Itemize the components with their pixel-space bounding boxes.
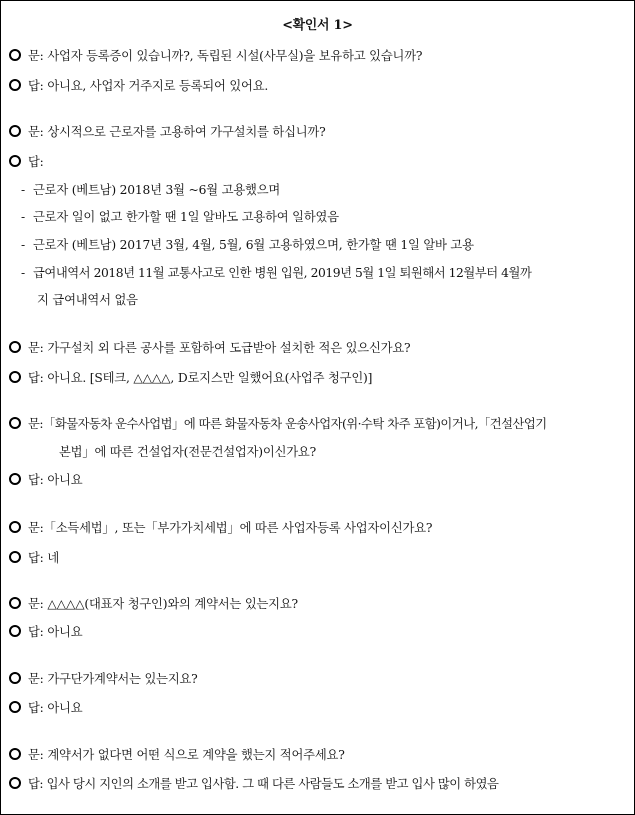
answer-2-text: 답: bbox=[28, 155, 44, 169]
answer-8-text: 답: 입사 당시 지인의 소개를 받고 입사함. 그 때 다른 사람들도 소개를 받고 입사 많이 하였음 bbox=[28, 777, 499, 791]
circle-bullet-icon bbox=[9, 748, 21, 760]
answer-5 bbox=[9, 551, 59, 565]
question-1 bbox=[9, 49, 422, 63]
question-5-text: 문:「소득세법」, 또는「부가가치세법」에 따른 사업자등록 사업자이신가요? bbox=[28, 521, 433, 535]
answer-3 bbox=[9, 371, 372, 385]
question-2 bbox=[9, 125, 326, 139]
circle-bullet-icon bbox=[9, 371, 21, 383]
answer-2-item-continuation: 지 급여내역서 없음 bbox=[37, 293, 138, 307]
question-4-continuation: 본법」에 따른 건설업자(전문건설업자)이신가요? bbox=[59, 445, 316, 459]
circle-bullet-icon bbox=[9, 597, 21, 609]
answer-7 bbox=[9, 701, 82, 715]
answer-7-text: 답: 아니요 bbox=[28, 701, 83, 715]
answer-1 bbox=[9, 79, 268, 93]
question-5 bbox=[9, 521, 432, 535]
answer-2-item: - 급여내역서 2018년 11월 교통사고로 인한 병원 입원, 2019년 5월 1일 퇴원해서 12월부터 4월까 bbox=[21, 266, 532, 280]
question-6 bbox=[9, 597, 298, 611]
question-2-text: 문: 상시적으로 근로자를 고용하여 가구설치를 하십니까? bbox=[28, 125, 326, 139]
question-8-text: 문: 계약서가 없다면 어떤 식으로 계약을 했는지 적어주세요? bbox=[28, 748, 345, 762]
circle-bullet-icon bbox=[9, 473, 21, 485]
answer-3-text: 답: 아니요. [S테크, △△△△, D로지스만 일했어요(사업주 청구인)] bbox=[28, 371, 373, 385]
question-7-text: 문: 가구단가계약서는 있는지요? bbox=[28, 672, 198, 686]
answer-2 bbox=[9, 155, 44, 169]
answer-8 bbox=[9, 777, 498, 791]
answer-4 bbox=[9, 473, 82, 487]
answer-2-item: - 근로자 일이 없고 한가할 땐 1일 알바도 고용하여 일하였음 bbox=[21, 210, 339, 224]
circle-bullet-icon bbox=[9, 625, 21, 637]
document-title: <확인서 1> bbox=[282, 18, 353, 33]
question-3-text: 문: 가구설치 외 다른 공사를 포함하여 도급받아 설치한 적은 있으신가요? bbox=[28, 341, 411, 355]
question-8 bbox=[9, 748, 345, 762]
circle-bullet-icon bbox=[9, 551, 21, 563]
answer-6 bbox=[9, 625, 82, 639]
circle-bullet-icon bbox=[9, 155, 21, 167]
question-1-text: 문: 사업자 등록증이 있습니까?, 독립된 시설(사무실)을 보유하고 있습니까? bbox=[28, 49, 423, 63]
circle-bullet-icon bbox=[9, 417, 21, 429]
circle-bullet-icon bbox=[9, 777, 21, 789]
answer-2-item: - 근로자 (베트남) 2018년 3월 ~6월 고용했으며 bbox=[21, 183, 281, 197]
question-6-text: 문: △△△△(대표자 청구인)와의 계약서는 있는지요? bbox=[28, 597, 298, 611]
circle-bullet-icon bbox=[9, 521, 21, 533]
circle-bullet-icon bbox=[9, 672, 21, 684]
question-4 bbox=[9, 417, 547, 431]
circle-bullet-icon bbox=[9, 79, 21, 91]
circle-bullet-icon bbox=[9, 49, 21, 61]
circle-bullet-icon bbox=[9, 125, 21, 137]
question-3 bbox=[9, 341, 410, 355]
question-7 bbox=[9, 672, 198, 686]
answer-6-text: 답: 아니요 bbox=[28, 625, 83, 639]
question-4-text: 문:「화물자동차 운수사업법」에 따른 화물자동차 운송사업자(위·수탁 차주 포함)이거나,「건설산업기 bbox=[28, 417, 547, 431]
answer-2-item: - 근로자 (베트남) 2017년 3월, 4월, 5월, 6월 고용하였으며, 한가할 땐 1일 알바 고용 bbox=[21, 238, 474, 252]
circle-bullet-icon bbox=[9, 701, 21, 713]
answer-5-text: 답: 네 bbox=[28, 551, 60, 565]
answer-1-text: 답: 아니요, 사업자 거주지로 등록되어 있어요. bbox=[28, 79, 269, 93]
answer-4-text: 답: 아니요 bbox=[28, 473, 83, 487]
circle-bullet-icon bbox=[9, 341, 21, 353]
